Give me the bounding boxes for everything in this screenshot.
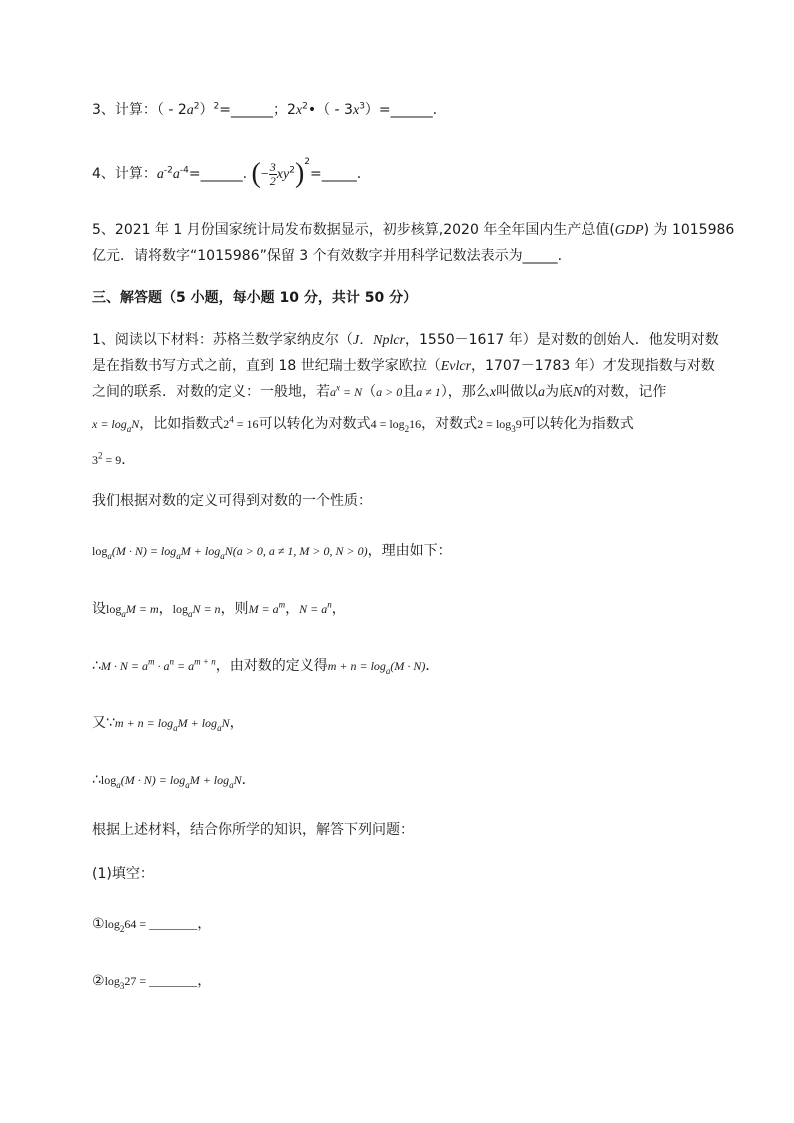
formula-sub: a	[173, 722, 178, 733]
formula-sub: a	[176, 550, 181, 561]
formula: N = n	[192, 602, 221, 616]
fraction-denominator: 2	[269, 173, 276, 188]
formula: (M · N) = log	[111, 544, 177, 558]
formula: M · N = a	[100, 659, 149, 673]
formula-exp: 4	[229, 414, 234, 425]
formula-sub: a	[217, 722, 222, 733]
question-5-line-1	[92, 220, 734, 241]
formula-sub: a	[121, 608, 126, 619]
p1-text: 且	[402, 384, 417, 400]
formula-exp: x	[336, 382, 340, 393]
formula: N(a > 0, a ≠ 1, M > 0, N > 0)	[224, 544, 368, 558]
p4-text: ，	[158, 601, 173, 617]
formula-exp: 2	[98, 450, 103, 461]
q5-text: 5、2021 年 1 月份国家统计局发布数据显示，初步核算,2020 年全年国内生产总值(	[92, 222, 615, 238]
q4-text: =______.	[188, 166, 248, 182]
fraction-numerator: 3	[269, 159, 276, 174]
instruction-text: 根据上述材料，结合你所学的知识，解答下列问题：	[92, 822, 414, 838]
p1-text: 可以转化为对数式	[258, 416, 371, 432]
formula: m + n = log	[114, 716, 174, 730]
formula: 2 = log	[477, 417, 512, 431]
q3-text: （ - 2	[156, 102, 187, 118]
p11-text: ，	[197, 973, 212, 989]
formula-sub: a	[229, 779, 234, 790]
fill-blank-2	[92, 971, 211, 991]
question-number: 3、计算：	[92, 102, 157, 118]
left-paren: (	[251, 158, 261, 189]
formula: = N	[340, 385, 363, 399]
proof-step-3	[92, 713, 244, 733]
q4-text: =_____.	[310, 166, 362, 182]
formula: a	[330, 385, 336, 399]
formula: a	[538, 385, 546, 400]
formula-exp: m	[278, 599, 286, 610]
fraction	[269, 161, 277, 188]
material-line-1	[92, 330, 719, 351]
section-heading: 三、解答题（5 小题，每小题 10 分，共计 50 分）	[92, 290, 418, 306]
q3-text: •（ - 3	[307, 102, 353, 118]
formula: 3	[92, 453, 98, 467]
formula: m + n = log	[327, 659, 386, 673]
q3-text: =______；2	[219, 102, 296, 118]
p1-text: 之间的联系．对数的定义：一般地，若	[92, 384, 330, 400]
q5-text: ) 为 1015986	[643, 222, 735, 238]
p1-text: ，比如指数式	[139, 416, 224, 432]
circled-number: ②	[92, 973, 105, 989]
formula: a ≠ 1	[416, 385, 441, 399]
formula: (M · N)	[390, 659, 426, 673]
formula: 27 = ________	[124, 974, 198, 988]
p6-text: 又∵	[92, 715, 115, 731]
formula-sub: a	[385, 665, 391, 676]
p1-text: ，1550－1617 年）是对数的创始人．他发明对数	[405, 332, 719, 348]
formula: = 9	[102, 453, 122, 467]
formula: N	[573, 385, 583, 400]
formula: 9	[515, 417, 522, 431]
formula: 2	[223, 417, 230, 431]
p4-text: ，则	[220, 601, 249, 617]
p1-text: 叫做以	[496, 384, 539, 400]
formula: N = a	[299, 602, 328, 616]
question-3	[92, 100, 437, 121]
p5-text: ，由对数的定义得	[215, 658, 328, 674]
formula: x	[489, 385, 497, 400]
formula: a > 0	[376, 385, 403, 399]
formula-sub: a	[220, 550, 225, 561]
formula: x = log	[92, 417, 127, 431]
formula: N	[131, 417, 140, 431]
formula: log	[100, 773, 117, 787]
gdp-label: GDP	[614, 223, 644, 238]
fill-blank-1	[92, 914, 211, 934]
minus-sign: −	[260, 167, 269, 182]
q4-var: xy	[276, 167, 290, 182]
formula-exp: n	[169, 656, 175, 667]
formula: 64 = ________	[124, 917, 198, 931]
material-line-2	[92, 356, 715, 377]
formula: log	[106, 602, 122, 616]
q3-var: a	[186, 103, 194, 118]
formula: N	[233, 773, 242, 787]
log-property	[92, 541, 452, 561]
formula: log	[104, 917, 120, 931]
question-4	[92, 157, 361, 192]
person-name: J．Nplcr	[352, 333, 406, 348]
formula: M + log	[177, 716, 218, 730]
formula-sub: 2	[404, 423, 410, 434]
q4-exp: -2	[163, 165, 173, 176]
p1-text: 是在指数书写方式之前，直到 18 世纪瑞士数学家欧拉（	[92, 358, 441, 374]
p7-text: ．	[241, 772, 256, 788]
q5-text: 亿元．请将数字“1015986”保留 3 个有效数字并用科学记数法表示为_____.	[92, 248, 563, 264]
q3-exp: 2	[213, 101, 220, 112]
question-number: 4、计算：	[92, 166, 157, 182]
p1-text: 1、阅读以下材料：苏格兰数学家纳皮尔（	[92, 332, 353, 348]
p4-text: ，	[331, 601, 346, 617]
material-line-5	[92, 450, 135, 470]
formula-exp: m + n	[194, 656, 216, 667]
p1-text: 可以转化为指数式	[521, 416, 634, 432]
formula-sub: a	[116, 779, 121, 790]
formula-sub: 3	[119, 980, 125, 991]
q3-exp: 3	[359, 101, 365, 112]
material-line-3	[92, 382, 666, 403]
p4-text: 设	[92, 601, 106, 617]
p1-text: ．	[121, 452, 136, 468]
p1-text: ，对数式	[421, 416, 478, 432]
proof-step-2	[92, 656, 439, 676]
formula: · a	[154, 659, 170, 673]
right-paren: )	[294, 158, 305, 189]
sub-question-1: (1)填空：	[92, 866, 154, 882]
formula: log	[104, 974, 120, 988]
formula: 4 = log	[370, 417, 405, 431]
q4-var: a	[172, 167, 180, 182]
p1-text: 的对数，记作	[582, 384, 667, 400]
q4-exp: 2	[289, 165, 295, 176]
formula: M = m	[125, 602, 159, 616]
formula: log	[172, 602, 188, 616]
q3-exp: 2	[302, 101, 308, 112]
formula-sub: a	[185, 779, 190, 790]
formula-exp: n	[327, 599, 332, 610]
p1-text: ），那么	[440, 384, 490, 400]
q3-text: ）=______.	[364, 102, 438, 118]
p3-text: ，理由如下：	[367, 543, 452, 559]
p1-text: ，1707－1783 年）才发现指数与对数	[471, 358, 715, 374]
q3-text: ）	[199, 102, 214, 118]
formula: N	[221, 716, 230, 730]
formula-sub: 3	[511, 423, 516, 434]
p1-text: 为底	[545, 384, 574, 400]
p5-text: ∴	[92, 658, 101, 674]
p1-text: （	[362, 384, 377, 400]
formula: M + log	[180, 544, 221, 558]
p5-text: ．	[425, 658, 440, 674]
p4-text: ，	[285, 601, 300, 617]
formula: = 16	[233, 417, 259, 431]
q4-var: a	[156, 167, 164, 182]
circled-number: ①	[92, 916, 105, 932]
proof-conclusion	[92, 770, 256, 790]
q3-exp: 2	[193, 101, 200, 112]
formula: 16	[409, 417, 422, 431]
formula: log	[92, 544, 108, 558]
formula-sub: 2	[119, 923, 125, 934]
p7-text: ∴	[92, 772, 101, 788]
formula: M + log	[189, 773, 230, 787]
formula: M = a	[248, 602, 279, 616]
question-5-line-2	[92, 246, 562, 266]
formula-sub: a	[107, 550, 112, 561]
formula: (M · N) = log	[120, 773, 186, 787]
formula-sub: a	[187, 608, 193, 619]
p6-text: ，	[229, 715, 244, 731]
p10-text: ，	[197, 916, 212, 932]
formula-exp: m	[148, 656, 155, 667]
proof-step-1	[92, 599, 346, 619]
property-intro: 我们根据对数的定义可得到对数的一个性质：	[92, 493, 372, 509]
formula: = a	[174, 659, 195, 673]
person-name: Evlcr	[440, 359, 472, 374]
q3-var: x	[352, 103, 360, 118]
formula-sub: a	[126, 423, 132, 434]
q4-exp: -4	[179, 165, 189, 176]
q3-var: x	[295, 103, 303, 118]
material-line-4	[92, 414, 634, 434]
q4-outer-exp: 2	[304, 157, 310, 167]
